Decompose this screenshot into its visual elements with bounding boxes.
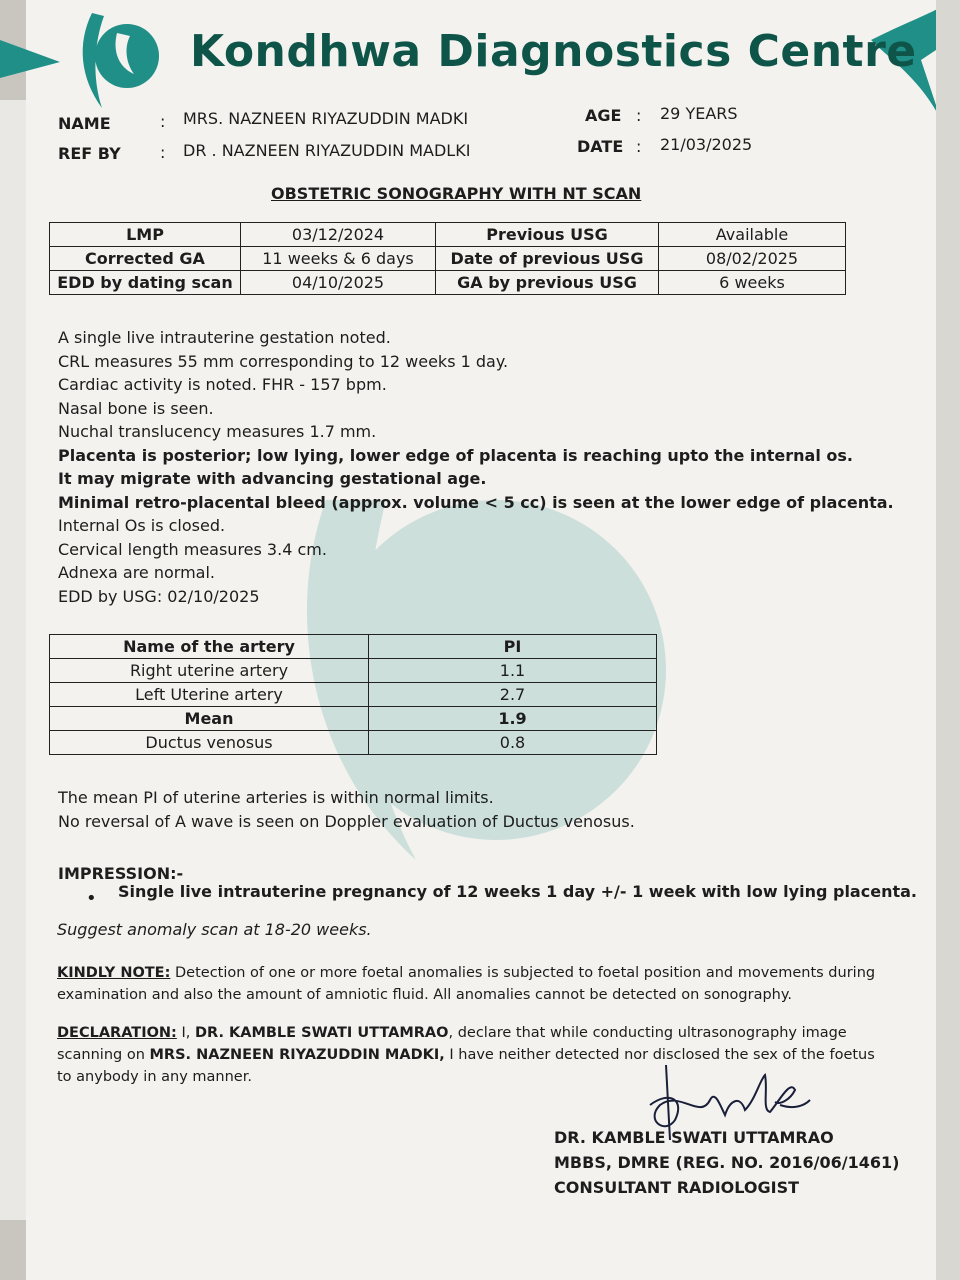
declaration-text: , declare that while conducting ultrasonography image scanning on	[57, 1025, 847, 1063]
report-title: OBSTETRIC SONOGRAPHY WITH NT SCAN	[271, 184, 642, 203]
doppler-table	[49, 634, 657, 755]
date-value: 21/03/2025	[660, 135, 753, 154]
patient-name: MRS. NAZNEEN RIYAZUDDIN MADKI	[183, 109, 469, 128]
name-label: NAME	[58, 114, 111, 133]
table-cell: 08/02/2025	[659, 247, 846, 271]
date-label: DATE	[577, 137, 624, 156]
finding-line: Nuchal translucency measures 1.7 mm.	[58, 422, 377, 441]
table-row	[50, 635, 657, 659]
finding-line: Internal Os is closed.	[58, 516, 226, 535]
name-separator: :	[160, 112, 166, 131]
declaration-text: I,	[176, 1025, 195, 1041]
table-row	[50, 707, 657, 731]
table-cell: Available	[659, 223, 846, 247]
finding-line: Cardiac activity is noted. FHR - 157 bpm.	[58, 375, 387, 394]
date-separator: :	[636, 137, 642, 156]
table-cell: Left Uterine artery	[50, 683, 369, 707]
findings	[58, 326, 894, 608]
ref-by-label: REF BY	[58, 144, 121, 163]
table-cell: Ductus venosus	[50, 731, 369, 755]
doppler-notes	[58, 786, 635, 833]
bullet-icon: •	[86, 888, 97, 909]
ref-by-value: DR . NAZNEEN RIYAZUDDIN MADLKI	[183, 141, 471, 160]
kindly-note-label: KINDLY NOTE:	[57, 965, 171, 981]
table-cell: 11 weeks & 6 days	[241, 247, 436, 271]
impression-label: IMPRESSION:-	[58, 864, 184, 883]
table-cell: 03/12/2024	[241, 223, 436, 247]
finding-line: Cervical length measures 3.4 cm.	[58, 539, 327, 559]
table-cell: Corrected GA	[50, 247, 241, 271]
doppler-note: The mean PI of uterine arteries is within normal limits.	[58, 788, 494, 807]
finding-line: Adnexa are normal.	[58, 563, 215, 582]
table-cell: LMP	[50, 223, 241, 247]
table-cell: Right uterine artery	[50, 659, 369, 683]
kindly-note	[57, 962, 877, 1006]
adjacent-page-right	[936, 0, 960, 1280]
age-label: AGE	[585, 106, 622, 125]
table-cell: Previous USG	[436, 223, 659, 247]
impression-suggestion: Suggest anomaly scan at 18-20 weeks.	[57, 920, 372, 939]
table-cell: Date of previous USG	[436, 247, 659, 271]
table-cell: 1.1	[369, 659, 657, 683]
signatory-name: DR. KAMBLE SWATI UTTAMRAO	[554, 1128, 834, 1147]
finding-line: Minimal retro-placental bleed (approx. volume < 5 cc) is seen at the lower edge of placenta.	[58, 492, 894, 512]
finding-line: A single live intrauterine gestation noted.	[58, 328, 391, 347]
signatory-designation: CONSULTANT RADIOLOGIST	[554, 1178, 800, 1197]
table-row	[50, 731, 657, 755]
table-row	[50, 247, 846, 271]
corner-decoration-left	[0, 20, 70, 90]
centre-name: Kondhwa Diagnostics Centre	[190, 26, 917, 77]
impression-bullet: Single live intrauterine pregnancy of 12 weeks 1 day +/- 1 week with low lying placenta.	[118, 882, 917, 901]
table-row	[50, 271, 846, 295]
declaration-text: I have neither detected nor disclosed the sex of the foetus to anybody in any manner.	[57, 1047, 875, 1085]
table-cell: 2.7	[369, 683, 657, 707]
table-cell: GA by previous USG	[436, 271, 659, 295]
table-cell: 6 weeks	[659, 271, 846, 295]
ref-by-separator: :	[160, 143, 166, 162]
finding-line: EDD by USG: 02/10/2025	[58, 586, 260, 606]
table-header: PI	[369, 635, 657, 659]
table-cell: 04/10/2025	[241, 271, 436, 295]
declaration-doctor: DR. KAMBLE SWATI UTTAMRAO	[194, 1025, 449, 1041]
finding-line: Placenta is posterior; low lying, lower edge of placenta is reaching upto the internal os.	[58, 445, 853, 465]
age-value: 29 YEARS	[660, 104, 738, 123]
table-cell: EDD by dating scan	[50, 271, 241, 295]
finding-line: It may migrate with advancing gestational age.	[58, 469, 487, 488]
finding-line: Nasal bone is seen.	[58, 398, 214, 418]
signatory-block	[554, 1125, 899, 1200]
finding-line: CRL measures 55 mm corresponding to 12 weeks 1 day.	[58, 351, 509, 371]
table-row	[50, 683, 657, 707]
age-separator: :	[636, 106, 642, 125]
doppler-note: No reversal of A wave is seen on Doppler evaluation of Ductus venosus.	[58, 811, 635, 831]
table-cell: Mean	[50, 707, 369, 731]
declaration-label: DECLARATION:	[57, 1025, 177, 1041]
table-row	[50, 223, 846, 247]
centre-logo-icon	[72, 8, 162, 108]
table-cell: 0.8	[369, 731, 657, 755]
table-row	[50, 659, 657, 683]
declaration-patient: MRS. NAZNEEN RIYAZUDDIN MADKI,	[149, 1047, 445, 1063]
dates-table	[49, 222, 846, 295]
table-cell: 1.9	[369, 707, 657, 731]
kindly-note-text: Detection of one or more foetal anomalies is subjected to foetal position and movements during examination and also the amount of amniotic fluid. All anomalies cannot be detected on sonography.	[57, 965, 876, 1003]
signatory-qualification: MBBS, DMRE (REG. NO. 2016/06/1461)	[554, 1153, 900, 1172]
table-header: Name of the artery	[50, 635, 369, 659]
